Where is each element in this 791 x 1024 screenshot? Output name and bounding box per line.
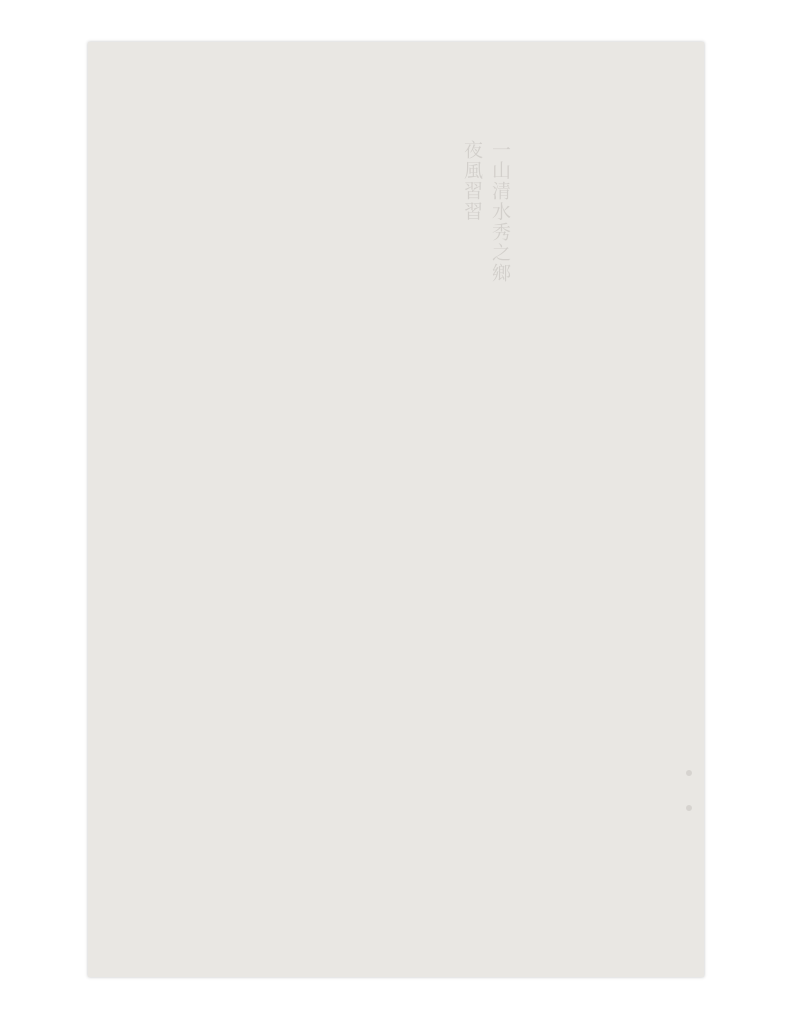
binding-hole bbox=[686, 770, 692, 776]
bleed-through-text: 夜風習習 bbox=[461, 140, 483, 222]
book-page bbox=[88, 42, 704, 977]
binding-hole bbox=[686, 805, 692, 811]
bleed-through-text: 一山清水秀之鄉 bbox=[489, 140, 511, 284]
